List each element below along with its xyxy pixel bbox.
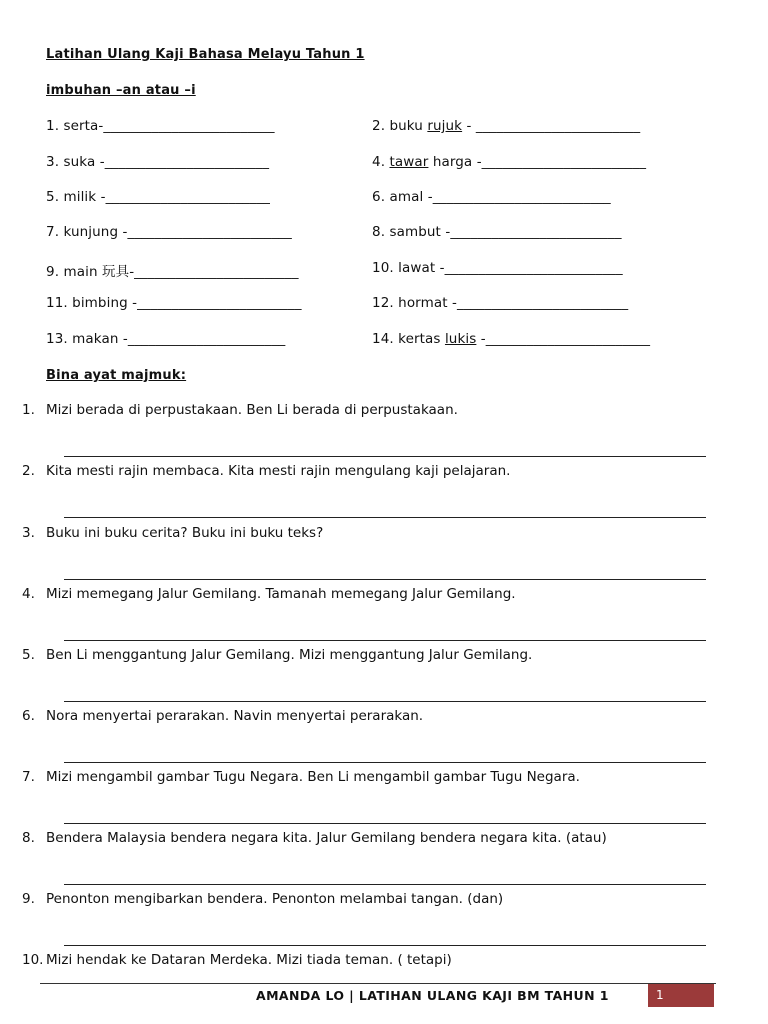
question-item — [22, 586, 516, 602]
imbuhan-word: 12. hormat - — [372, 295, 457, 311]
answer-line[interactable] — [64, 517, 706, 518]
section-subtitle-imbuhan: imbuhan –an atau –i — [46, 83, 196, 98]
imbuhan-word: lukis — [444, 331, 477, 347]
question-item — [22, 402, 458, 418]
question-item — [22, 952, 452, 968]
imbuhan-word: 4. — [372, 154, 390, 170]
question-text: Penonton mengibarkan bendera. Penonton melambai tangan. (dan) — [46, 891, 504, 907]
answer-line[interactable] — [64, 456, 706, 457]
answer-blank[interactable]: ________________________ — [137, 295, 302, 311]
question-number: 8. — [22, 830, 35, 846]
question-number: 6. — [22, 708, 35, 724]
imbuhan-item — [46, 260, 299, 280]
question-item — [22, 463, 510, 479]
question-text: Mizi memegang Jalur Gemilang. Tamanah memegang Jalur Gemilang. — [46, 586, 516, 602]
imbuhan-word: 1. serta- — [46, 118, 104, 134]
imbuhan-item — [372, 118, 640, 134]
imbuhan-item — [372, 331, 650, 347]
question-text: Mizi berada di perpustakaan. Ben Li berada di perpustakaan. — [46, 402, 458, 418]
footer-divider — [40, 983, 716, 984]
imbuhan-word: 8. sambut - — [372, 224, 451, 240]
section-title-ayat-majmuk: Bina ayat majmuk: — [46, 368, 187, 383]
imbuhan-word: 6. amal - — [372, 189, 433, 205]
question-number: 10. — [22, 952, 44, 968]
imbuhan-item — [372, 260, 623, 276]
imbuhan-item — [372, 224, 622, 240]
question-number: 7. — [22, 769, 35, 785]
imbuhan-word: harga - — [428, 154, 482, 170]
answer-line[interactable] — [64, 701, 706, 702]
answer-line[interactable] — [64, 640, 706, 641]
imbuhan-word: 9. main 玩具- — [46, 264, 135, 280]
question-text: Buku ini buku cerita? Buku ini buku teks? — [46, 525, 324, 541]
question-text: Kita mesti rajin membaca. Kita mesti rajin mengulang kaji pelajaran. — [46, 463, 511, 479]
answer-blank[interactable]: _______________________ — [127, 331, 286, 347]
question-text: Ben Li menggantung Jalur Gemilang. Mizi menggantung Jalur Gemilang. — [46, 647, 533, 663]
imbuhan-word: 5. milik - — [46, 189, 106, 205]
answer-blank[interactable]: ________________________ — [485, 331, 651, 347]
answer-blank[interactable]: ________________________ — [475, 118, 641, 134]
imbuhan-word: 7. kunjung - — [46, 224, 128, 240]
page-title: Latihan Ulang Kaji Bahasa Melayu Tahun 1 — [46, 47, 365, 62]
question-number: 4. — [22, 586, 35, 602]
answer-blank[interactable]: _________________________ — [103, 118, 275, 134]
imbuhan-word: 11. bimbing - — [46, 295, 138, 311]
answer-blank[interactable]: ________________________ — [104, 154, 270, 170]
question-item — [22, 830, 607, 846]
imbuhan-item — [46, 189, 270, 205]
imbuhan-item — [46, 295, 302, 311]
answer-blank[interactable]: ________________________ — [105, 189, 270, 205]
question-text: Mizi hendak ke Dataran Merdeka. Mizi tiada teman. ( tetapi) — [46, 952, 452, 968]
question-item — [22, 891, 503, 907]
answer-line[interactable] — [64, 823, 706, 824]
imbuhan-word: 2. buku — [372, 118, 428, 134]
imbuhan-word: - — [462, 118, 476, 134]
answer-line[interactable] — [64, 762, 706, 763]
question-item — [22, 525, 323, 541]
question-item — [22, 647, 532, 663]
question-number: 5. — [22, 647, 35, 663]
imbuhan-word: tawar — [389, 154, 429, 170]
footer-text: AMANDA LO | LATIHAN ULANG KAJI BM TAHUN 1 — [256, 988, 609, 1003]
imbuhan-item — [372, 295, 628, 311]
answer-blank[interactable]: ________________________ — [127, 224, 292, 240]
answer-blank[interactable]: __________________________ — [444, 260, 623, 276]
question-item — [22, 708, 423, 724]
question-number: 3. — [22, 525, 35, 541]
imbuhan-word: 13. makan - — [46, 331, 128, 347]
imbuhan-word: - — [476, 331, 486, 347]
answer-blank[interactable]: __________________________ — [432, 189, 611, 205]
question-text: Bendera Malaysia bendera negara kita. Jalur Gemilang bendera negara kita. (atau) — [46, 830, 607, 846]
answer-line[interactable] — [64, 579, 706, 580]
answer-line[interactable] — [64, 884, 706, 885]
imbuhan-item — [46, 154, 269, 170]
imbuhan-word: 10. lawat - — [372, 260, 445, 276]
answer-blank[interactable]: _________________________ — [450, 224, 622, 240]
imbuhan-word: rujuk — [427, 118, 463, 134]
imbuhan-word: 14. kertas — [372, 331, 445, 347]
question-text: Mizi mengambil gambar Tugu Negara. Ben Li mengambil gambar Tugu Negara. — [46, 769, 580, 785]
imbuhan-item — [46, 331, 285, 347]
question-number: 1. — [22, 402, 35, 418]
answer-blank[interactable]: _________________________ — [456, 295, 629, 311]
question-item — [22, 769, 580, 785]
answer-blank[interactable]: ________________________ — [134, 264, 299, 280]
imbuhan-item — [372, 189, 611, 205]
question-number: 2. — [22, 463, 35, 479]
imbuhan-item — [46, 118, 275, 134]
imbuhan-word: 3. suka - — [46, 154, 105, 170]
imbuhan-item — [46, 224, 292, 240]
answer-line[interactable] — [64, 945, 706, 946]
question-number: 9. — [22, 891, 35, 907]
page-number: 1 — [648, 984, 714, 1007]
answer-blank[interactable]: ________________________ — [481, 154, 647, 170]
imbuhan-item — [372, 154, 646, 170]
question-text: Nora menyertai perarakan. Navin menyertai perarakan. — [46, 708, 424, 724]
